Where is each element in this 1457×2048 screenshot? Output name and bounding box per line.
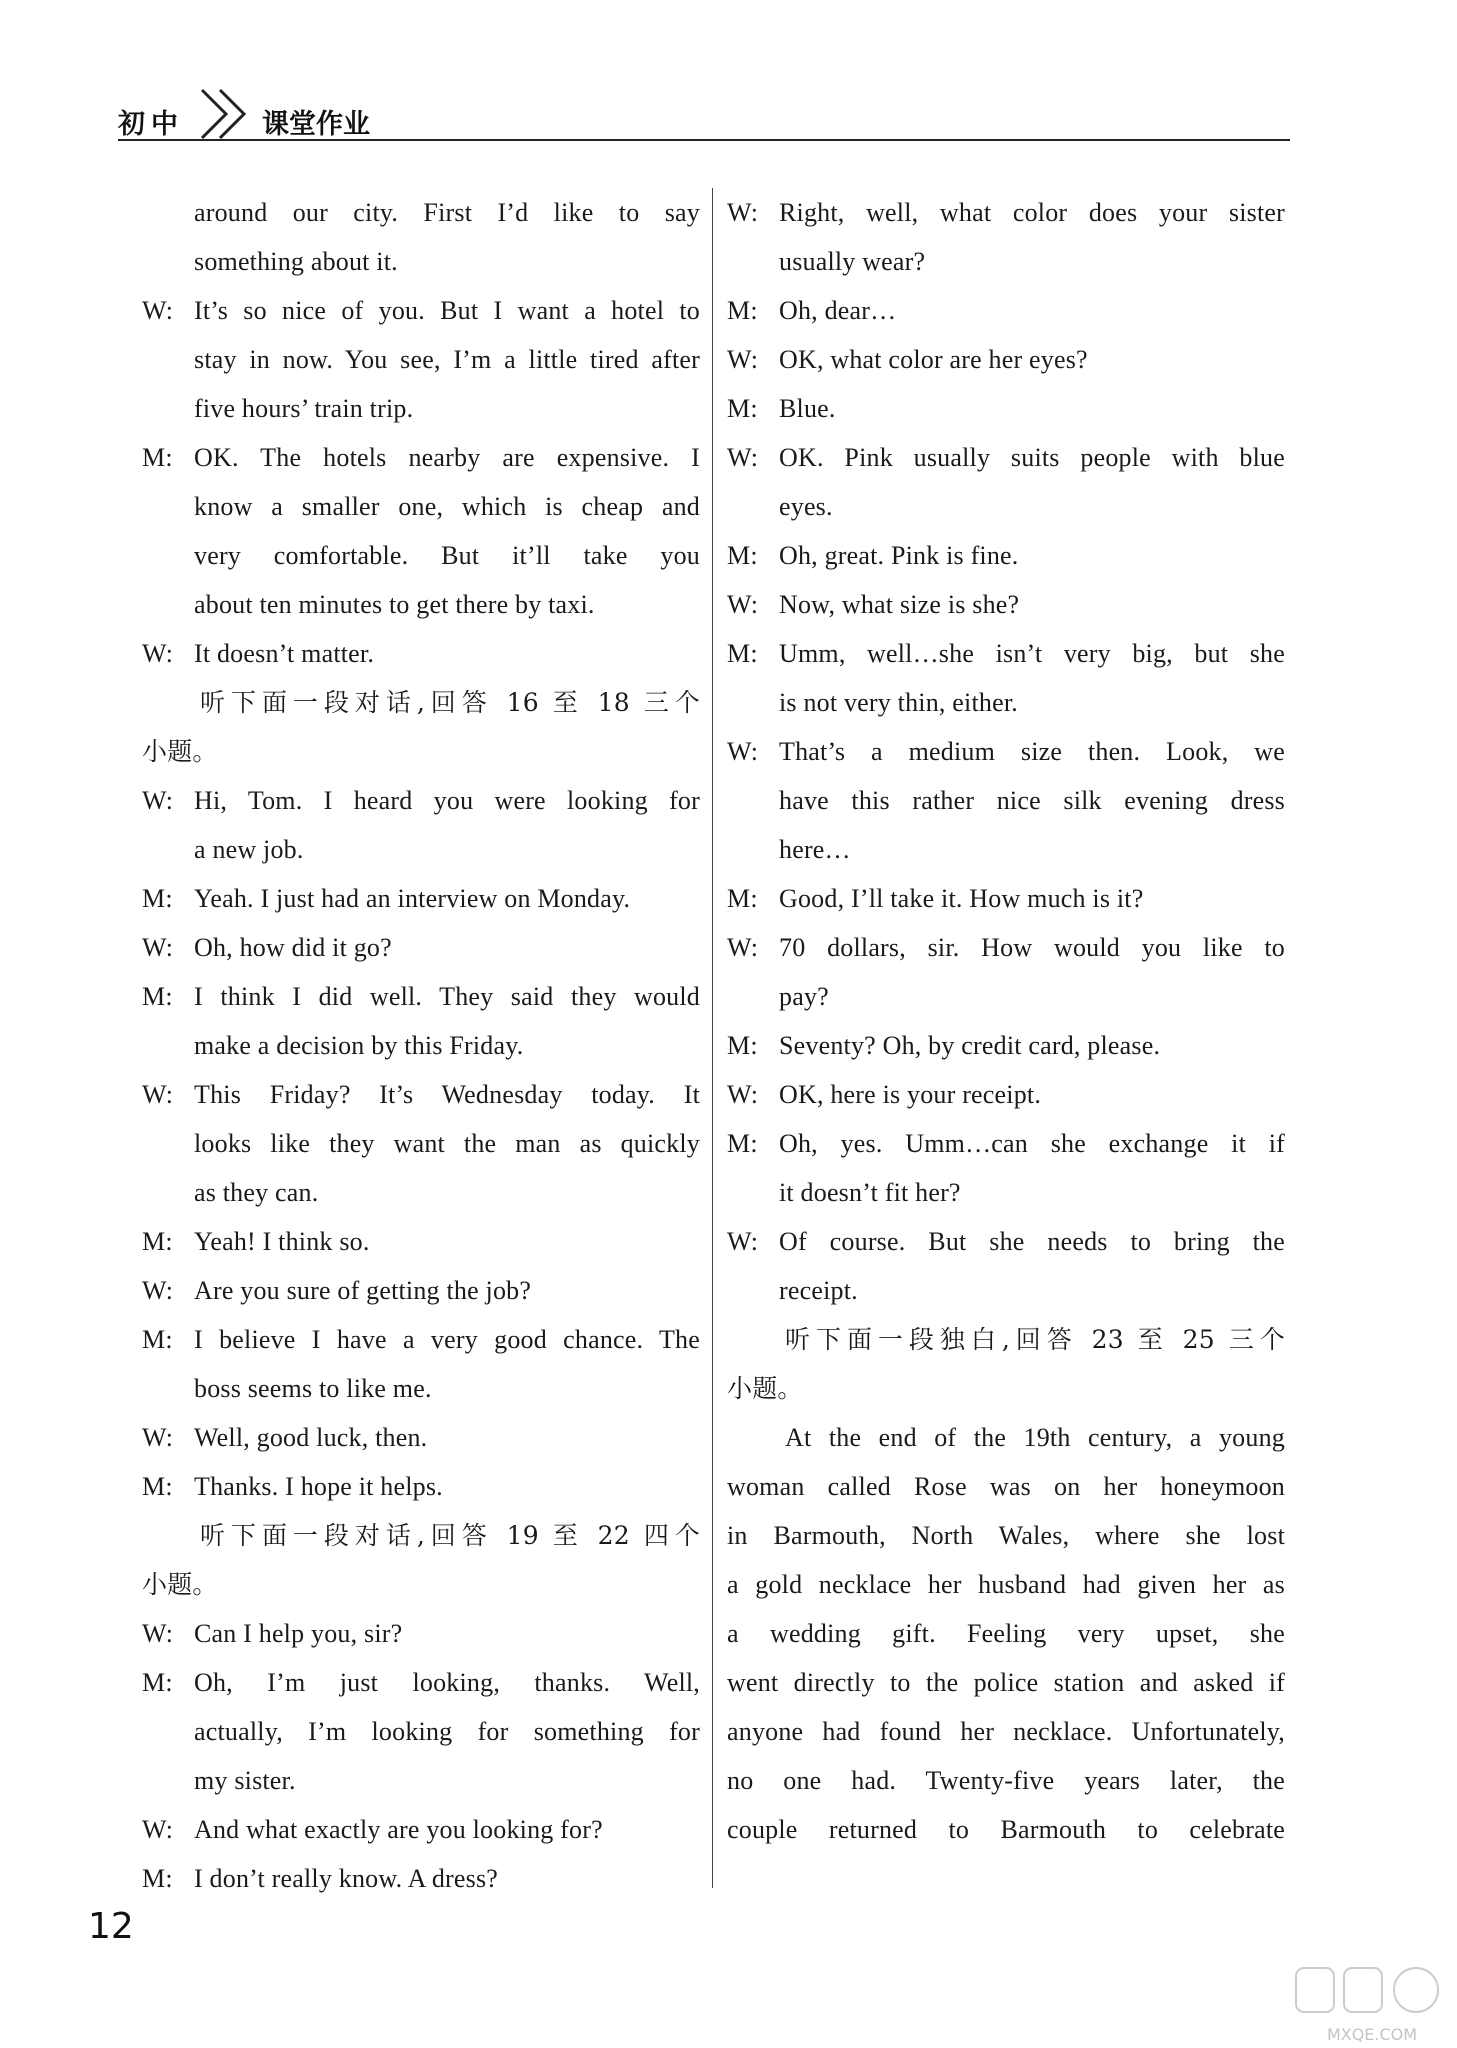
- line-text: Oh, yes. Umm…can she exchange it if: [779, 1129, 1285, 1158]
- line-text: Oh, great. Pink is fine.: [779, 541, 1019, 570]
- speaker-label: M:: [142, 1864, 173, 1893]
- right-column: [727, 188, 1285, 1854]
- line-text: make a decision by this Friday.: [194, 1031, 524, 1060]
- speaker-label: W:: [142, 786, 174, 815]
- text-line: [142, 1609, 700, 1658]
- line-text: Oh, I’m just looking, thanks. Well,: [194, 1668, 700, 1697]
- line-text: stay in now. You see, I’m a little tired after: [194, 345, 700, 374]
- text-line: [142, 237, 700, 286]
- text-line: [142, 580, 700, 629]
- text-line: [142, 1364, 700, 1413]
- line-text: anyone had found her necklace. Unfortunately,: [727, 1717, 1285, 1746]
- line-text: here…: [779, 835, 851, 864]
- text-line: [142, 923, 700, 972]
- line-text: went directly to the police station and asked if: [727, 1668, 1285, 1697]
- speaker-label: W:: [727, 933, 759, 962]
- text-line: [142, 384, 700, 433]
- line-text: 听下面一段独白,回答 23 至 25 三个: [785, 1325, 1285, 1354]
- text-line: [142, 1119, 700, 1168]
- line-text: is not very thin, either.: [779, 688, 1018, 717]
- text-line: [142, 1413, 700, 1462]
- line-text: Good, I’ll take it. How much is it?: [779, 884, 1144, 913]
- text-line: [142, 1805, 700, 1854]
- speaker-label: M:: [142, 1325, 173, 1354]
- speaker-label: W:: [727, 198, 759, 227]
- text-line: [727, 1217, 1285, 1266]
- line-text: very comfortable. But it’ll take you: [194, 541, 700, 570]
- text-line: [727, 678, 1285, 727]
- speaker-label: M:: [142, 443, 173, 472]
- line-text: Yeah! I think so.: [194, 1227, 370, 1256]
- line-text: Well, good luck, then.: [194, 1423, 428, 1452]
- text-line: [727, 1462, 1285, 1511]
- watermark-text: MXQE.COM: [1326, 2025, 1418, 2044]
- speaker-label: W:: [727, 443, 759, 472]
- text-line: [727, 335, 1285, 384]
- line-text: It doesn’t matter.: [194, 639, 375, 668]
- line-text: Oh, dear…: [779, 296, 897, 325]
- text-line: [727, 972, 1285, 1021]
- text-line: [142, 482, 700, 531]
- speaker-label: M:: [727, 394, 758, 423]
- line-text: actually, I’m looking for something for: [194, 1717, 700, 1746]
- line-text: no one had. Twenty-five years later, the: [727, 1766, 1285, 1795]
- text-line: [142, 286, 700, 335]
- line-text: And what exactly are you looking for?: [194, 1815, 603, 1844]
- line-text: 小题。: [142, 1570, 218, 1599]
- line-text: a new job.: [194, 835, 304, 864]
- speaker-label: M:: [727, 1031, 758, 1060]
- line-text: Now, what size is she?: [779, 590, 1020, 619]
- text-line: [727, 1315, 1285, 1364]
- line-text: I think I did well. They said they would: [194, 982, 700, 1011]
- text-line: [727, 482, 1285, 531]
- line-text: OK, here is your receipt.: [779, 1080, 1042, 1109]
- line-text: it doesn’t fit her?: [779, 1178, 961, 1207]
- line-text: boss seems to like me.: [194, 1374, 432, 1403]
- text-line: [142, 629, 700, 678]
- text-line: [727, 1707, 1285, 1756]
- text-line: [727, 286, 1285, 335]
- speaker-label: W:: [727, 1227, 759, 1256]
- watermark-logo: [1292, 1962, 1452, 2048]
- text-line: [142, 1707, 700, 1756]
- speaker-label: M:: [142, 982, 173, 1011]
- line-text: eyes.: [779, 492, 833, 521]
- text-line: [727, 433, 1285, 482]
- text-line: [142, 1021, 700, 1070]
- text-line: [727, 1413, 1285, 1462]
- text-line: [727, 1756, 1285, 1805]
- text-line: [142, 727, 700, 776]
- line-text: Oh, how did it go?: [194, 933, 392, 962]
- text-line: [727, 580, 1285, 629]
- speaker-label: W:: [727, 590, 759, 619]
- text-line: [727, 1658, 1285, 1707]
- text-line: [142, 776, 700, 825]
- text-line: [727, 1609, 1285, 1658]
- text-line: [142, 1658, 700, 1707]
- text-line: [727, 1364, 1285, 1413]
- line-text: OK. The hotels nearby are expensive. I: [194, 443, 700, 472]
- text-line: [142, 1070, 700, 1119]
- double-chevron-icon: [196, 86, 256, 142]
- text-line: [142, 1560, 700, 1609]
- text-line: [142, 1217, 700, 1266]
- line-text: in Barmouth, North Wales, where she lost: [727, 1521, 1285, 1550]
- speaker-label: M:: [727, 884, 758, 913]
- line-text: 听下面一段对话,回答 16 至 18 三个: [200, 688, 700, 717]
- line-text: 70 dollars, sir. How would you like to: [779, 933, 1285, 962]
- text-line: [727, 923, 1285, 972]
- speaker-label: M:: [142, 1668, 173, 1697]
- text-line: [727, 874, 1285, 923]
- line-text: This Friday? It’s Wednesday today. It: [194, 1080, 700, 1109]
- line-text: a wedding gift. Feeling very upset, she: [727, 1619, 1285, 1648]
- line-text: OK. Pink usually suits people with blue: [779, 443, 1285, 472]
- text-line: [142, 335, 700, 384]
- speaker-label: W:: [142, 933, 174, 962]
- line-text: Yeah. I just had an interview on Monday.: [194, 884, 631, 913]
- line-text: OK, what color are her eyes?: [779, 345, 1088, 374]
- text-line: [142, 531, 700, 580]
- line-text: have this rather nice silk evening dress: [779, 786, 1285, 815]
- text-line: [142, 1266, 700, 1315]
- line-text: Can I help you, sir?: [194, 1619, 403, 1648]
- line-text: usually wear?: [779, 247, 926, 276]
- text-line: [727, 776, 1285, 825]
- text-line: [727, 1119, 1285, 1168]
- header-level: 初中: [118, 109, 184, 140]
- speaker-label: W:: [727, 737, 759, 766]
- line-text: Umm, well…she isn’t very big, but she: [779, 639, 1285, 668]
- page-header: [118, 92, 1290, 144]
- speaker-label: M:: [727, 1129, 758, 1158]
- line-text: know a smaller one, which is cheap and: [194, 492, 700, 521]
- line-text: as they can.: [194, 1178, 319, 1207]
- text-line: [727, 825, 1285, 874]
- line-text: At the end of the 19th century, a young: [785, 1423, 1285, 1452]
- speaker-label: W:: [142, 1276, 174, 1305]
- text-line: [142, 1462, 700, 1511]
- speaker-label: M:: [142, 1227, 173, 1256]
- text-line: [727, 1021, 1285, 1070]
- line-text: something about it.: [194, 247, 398, 276]
- text-line: [727, 1560, 1285, 1609]
- speaker-label: M:: [727, 541, 758, 570]
- text-line: [727, 1168, 1285, 1217]
- speaker-label: W:: [142, 1619, 174, 1648]
- line-text: It’s so nice of you. But I want a hotel to: [194, 296, 700, 325]
- text-line: [727, 531, 1285, 580]
- line-text: receipt.: [779, 1276, 858, 1305]
- line-text: looks like they want the man as quickly: [194, 1129, 700, 1158]
- line-text: couple returned to Barmouth to celebrate: [727, 1815, 1285, 1844]
- speaker-label: M:: [727, 296, 758, 325]
- line-text: woman called Rose was on her honeymoon: [727, 1472, 1285, 1501]
- line-text: pay?: [779, 982, 829, 1011]
- text-line: [142, 1854, 700, 1903]
- line-text: 听下面一段对话,回答 19 至 22 四个: [200, 1521, 700, 1550]
- line-text: Right, well, what color does your sister: [779, 198, 1285, 227]
- line-text: Blue.: [779, 394, 836, 423]
- header-section-title: 课堂作业: [262, 109, 370, 140]
- text-line: [142, 1168, 700, 1217]
- text-line: [727, 727, 1285, 776]
- text-line: [142, 1756, 700, 1805]
- line-text: I believe I have a very good chance. The: [194, 1325, 700, 1354]
- speaker-label: M:: [142, 1472, 173, 1501]
- header-rule: [118, 139, 1290, 141]
- text-line: [727, 629, 1285, 678]
- text-line: [142, 874, 700, 923]
- text-line: [727, 1511, 1285, 1560]
- speaker-label: W:: [142, 639, 174, 668]
- text-line: [142, 972, 700, 1021]
- text-line: [142, 433, 700, 482]
- line-text: five hours’ train trip.: [194, 394, 414, 423]
- line-text: Thanks. I hope it helps.: [194, 1472, 443, 1501]
- speaker-label: W:: [142, 296, 174, 325]
- line-text: Hi, Tom. I heard you were looking for: [194, 786, 700, 815]
- text-line: [727, 1266, 1285, 1315]
- line-text: my sister.: [194, 1766, 296, 1795]
- line-text: I don’t really know. A dress?: [194, 1864, 499, 1893]
- line-text: 小题。: [142, 737, 218, 766]
- text-line: [142, 825, 700, 874]
- text-line: [142, 1315, 700, 1364]
- left-column: [142, 188, 700, 1903]
- text-line: [142, 1511, 700, 1560]
- text-line: [727, 384, 1285, 433]
- text-line: [142, 678, 700, 727]
- column-divider: [712, 188, 713, 1888]
- line-text: Seventy? Oh, by credit card, please.: [779, 1031, 1161, 1060]
- text-line: [727, 188, 1285, 237]
- text-line: [727, 1805, 1285, 1854]
- text-line: [727, 1070, 1285, 1119]
- line-text: Of course. But she needs to bring the: [779, 1227, 1285, 1256]
- line-text: Are you sure of getting the job?: [194, 1276, 532, 1305]
- text-line: [727, 237, 1285, 286]
- text-line: [142, 188, 700, 237]
- speaker-label: M:: [142, 884, 173, 913]
- speaker-label: W:: [727, 1080, 759, 1109]
- line-text: a gold necklace her husband had given her as: [727, 1570, 1285, 1599]
- speaker-label: W:: [142, 1080, 174, 1109]
- speaker-label: W:: [142, 1423, 174, 1452]
- line-text: around our city. First I’d like to say: [194, 198, 700, 227]
- page-number: 12: [88, 1906, 134, 1947]
- speaker-label: W:: [142, 1815, 174, 1844]
- speaker-label: M:: [727, 639, 758, 668]
- line-text: That’s a medium size then. Look, we: [779, 737, 1285, 766]
- speaker-label: W:: [727, 345, 759, 374]
- line-text: about ten minutes to get there by taxi.: [194, 590, 595, 619]
- line-text: 小题。: [727, 1374, 803, 1403]
